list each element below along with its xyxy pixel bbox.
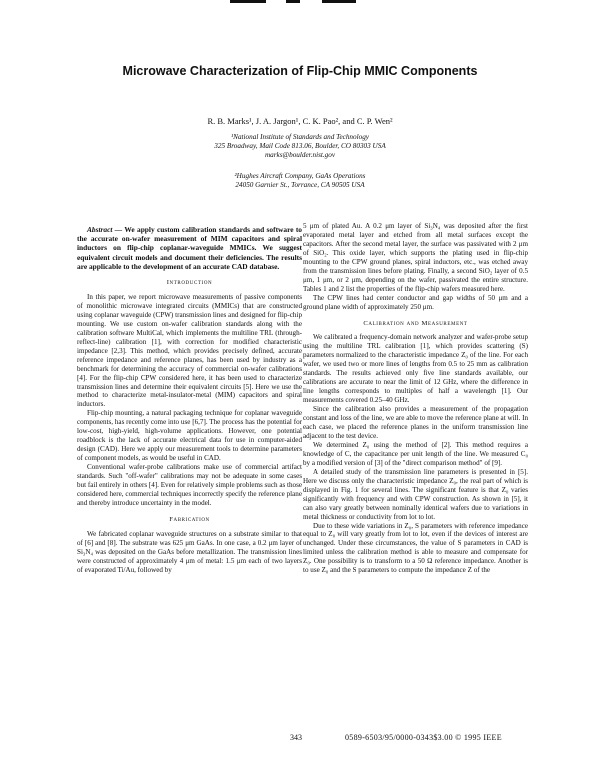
calibration-paragraph-5: Due to these wide variations in Z₀, S parameters with reference impedance equal to Z₀ will vary greatly from lot to lot, even if the devices of interest are unchanged. Under these circumstances, the value of S parameters in CAD is limited unless the calibration method is able to measure and compensate for Z₀. One possibility is to transform to a 50 Ω reference impedance. Another is to use Z₀ and the S parameters to compute the impedance Z of the xyxy=(303,521,528,575)
section-heading-calibration: Calibration and Measurement xyxy=(363,319,468,327)
fabrication-paragraph-continued: 5 μm of plated Au. A 0.2 μm layer of Si₃N₄ was deposited after the first evaporated metal layer and etched from all metal surfaces except the capacitors. After the second metal layer, the surface was passivated with 2 μm of SiO₂. This oxide layer, which supports the plating used in flip-chip mounting to the CPW ground planes, spiral inductors, etc., was etched away from the transmission lines before plating. Finally, a second SiO₂ layer of 0.5 μm, 1 μm, or 2 μm, depending on the wafer, passivated the entire structure. Tables 1 and 2 list the properties of the flip-chip wafers measured here. xyxy=(303,222,528,293)
section-heading-introduction: Introduction xyxy=(166,279,213,287)
calibration-paragraph-2: Since the calibration also provides a measurement of the propagation constant and loss of the line, we are able to move the reference plane at will. In each case, we placed the reference planes in the uniform transmission line adjacent to the test device. xyxy=(303,405,528,440)
calibration-paragraph-1: We calibrated a frequency-domain network analyzer and wafer-probe setup using the multiline TRL calibration [1], which provides scattering (S) parameters normalized to the characteristic impedance Z₀ of the line. For each wafer, we used two or more lines of lengths from 0.5 to 25 mm as calibration standards. The results achieved only five line standards available, our calibrations are accurate to near the limit of 12 GHz, where the difference in line lengths corresponds to multiples of half a wavelength [1]. Our measurements covered 0.25–40 GHz. xyxy=(303,333,528,405)
page-number: 343 xyxy=(290,733,302,742)
fabrication-paragraph-2: The CPW lines had center conductor and gap widths of 50 μm and a ground plane width of approximately 250 μm. xyxy=(303,293,528,311)
affiliation-nist xyxy=(0,133,600,161)
abstract-lead: Abstract — xyxy=(87,225,123,234)
left-column xyxy=(77,225,302,575)
paper-title: Microwave Characterization of Flip-Chip MMIC Components xyxy=(122,64,478,78)
affiliation-name: ¹National Institute of Standards and Technology xyxy=(231,133,369,141)
calibration-paragraph-4: A detailed study of the transmission line parameters is presented in [5]. Here we discuss only the characteristic impedance Z₀, the real part of which is displayed in Fig. 1 for several lines. The significant feature is that Z₀ varies significantly with frequency and with CPW construction. As shown in [5], it can also vary greatly between nominally identical wafers due to variations in metal thickness or conductivity from lot to lot. xyxy=(303,467,528,521)
intro-paragraph-3: Conventional wafer-probe calibrations make use of commercial artifact standards. Such "off-wafer" calibrations may not be adequate in some cases but fail entirely in others [4]. Even for relatively simple problems such as those considered here, commercial techniques incorrectly specify the reference plane and thereby introduce uncertainty in the model. xyxy=(77,463,302,507)
intro-paragraph-2: Flip-chip mounting, a natural packaging technique for coplanar waveguide components, has recently come into use [6,7]. The process has the potential for low-cost, high-yield, high-volume applications. However, one potential roadblock is the lack of accurate electrical data for use in computer-aided design (CAD). Here we apply our measurement tools to determine parameters of component models, as would be useful in CAD. xyxy=(77,409,302,463)
copyright-code: 0589-6503/95/0000-0343$3.00 © 1995 IEEE xyxy=(345,733,502,742)
intro-paragraph-1: In this paper, we report microwave measurements of passive components of monolithic microwave integrated circuits (MMICs) that are constructed using coplanar waveguide (CPW) transmission lines and designed for flip-chip mounting. We use custom on-wafer calibration standards along with the calibration software MultiCal, which implements the multiline TRL (through-reflect-line) calibration [1], with correction for modified characteristic impedance [2,3]. This method, which provides precisely defined, accurate reference impedance and reference planes, has been used by industry as a benchmark for determining the accuracy of commercial on-wafer calibrations [4]. For the flip-chip CPW considered here, it has been used to characterize transmission lines and determine their equivalent circuits [5]. Here we use the method to characterize metal-insulator-metal (MIM) capacitors and spiral inductors. xyxy=(77,292,302,409)
calibration-paragraph-3: We determined Z₀ using the method of [2]. This method requires a knowledge of C, the capacitance per unit length of the line. We measured C₀ by a modified version of [3] of the "direct comparison method" of [9]. xyxy=(303,440,528,467)
abstract-text: We apply custom calibration standards and software to the accurate on-wafer measurement of MIM capacitors and spiral inductors on flip-chip coplanar-waveguide MMICs. We suggest equivalent circuit models and document their deficiencies. The results are applicable to the development of an accurate CAD database. xyxy=(77,225,303,271)
abstract xyxy=(77,225,302,271)
right-column xyxy=(303,222,528,575)
affiliation-name: ²Hughes Aircraft Company, GaAs Operations xyxy=(234,172,366,180)
affiliation-address: 24050 Garnier St., Torrance, CA 90505 USA xyxy=(235,181,365,190)
affiliation-hughes xyxy=(0,172,600,190)
author-list: R. B. Marks¹, J. A. Jargon¹, C. K. Pao², and C. P. Wen² xyxy=(207,116,393,126)
affiliation-address: 325 Broadway, Mail Code 813.06, Boulder, CO 80303 USA xyxy=(214,142,386,151)
fabrication-paragraph-1: We fabricated coplanar waveguide structures on a substrate similar to that of [6] and [8]. The substrate was 625 μm GaAs. In one case, a 0.2 μm layer of Si₃N₄ was deposited on the GaAs before metallization. The transmission lines were constructed of approximately 4 μm of metal: 1.5 μm each of two layers of evaporated Ti/Au, followed by xyxy=(77,529,302,574)
affiliation-email: marks@boulder.nist.gov xyxy=(264,151,336,160)
section-heading-fabrication: Fabrication xyxy=(169,515,210,523)
top-scan-marks xyxy=(230,0,360,4)
